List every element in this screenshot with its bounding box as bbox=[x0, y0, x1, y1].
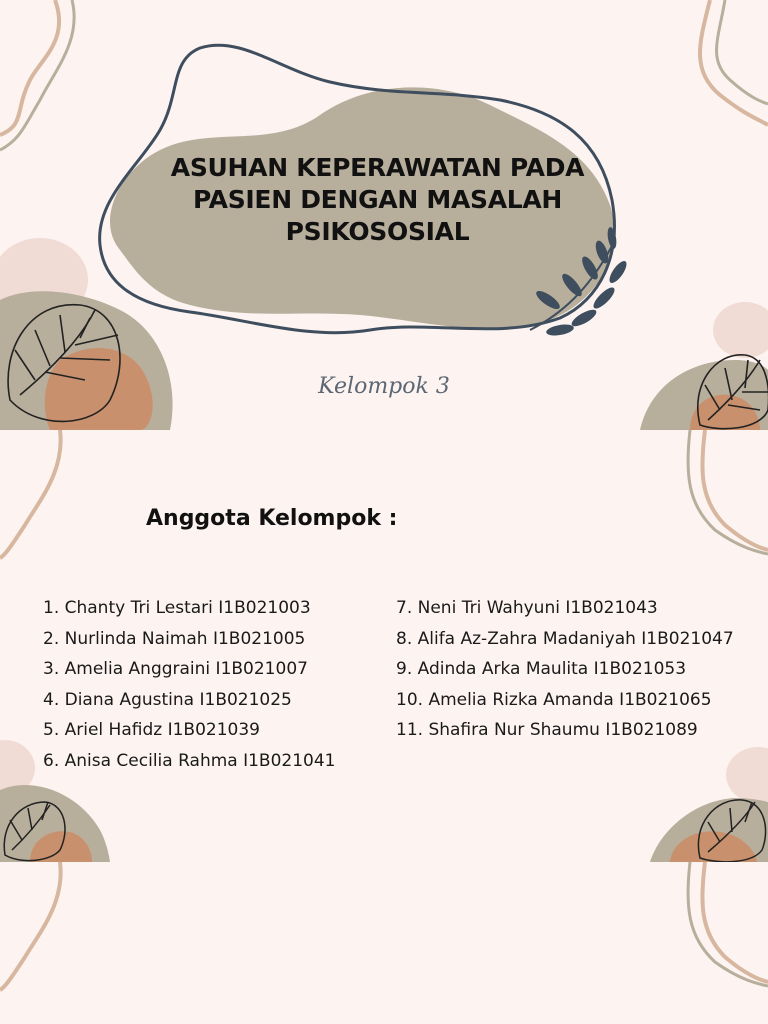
wavy-line-decoration bbox=[702, 430, 768, 550]
wavy-line-decoration bbox=[0, 0, 59, 135]
wavy-line-decoration bbox=[717, 0, 768, 104]
cover-title: ASUHAN KEPERAWATAN PADA PASIEN DENGAN MASALAH PSIKOSOSIAL bbox=[170, 153, 585, 246]
wavy-line-decoration bbox=[688, 862, 768, 986]
wavy-line-decoration bbox=[700, 0, 768, 125]
list-item: 4. Diana Agustina I1B021025 bbox=[43, 689, 292, 710]
peach-blob bbox=[713, 302, 768, 358]
list-item: 2. Nurlinda Naimah I1B021005 bbox=[43, 628, 306, 649]
list-item: 3. Amelia Anggraini I1B021007 bbox=[43, 659, 308, 679]
wavy-line-decoration bbox=[688, 430, 768, 554]
list-item: 6. Anisa Cecilia Rahma I1B021041 bbox=[43, 750, 336, 771]
members-list-left bbox=[43, 593, 336, 776]
cover-slide bbox=[0, 0, 768, 430]
next-slide-partial bbox=[0, 862, 768, 1024]
list-item: 8. Alifa Az-Zahra Madaniyah I1B021047 bbox=[396, 628, 734, 649]
list-item: 1. Chanty Tri Lestari I1B021003 bbox=[43, 598, 311, 618]
list-item: 5. Ariel Hafidz I1B021039 bbox=[43, 720, 260, 740]
members-slide bbox=[0, 430, 768, 862]
wavy-line-decoration bbox=[0, 430, 61, 558]
members-heading: Anggota Kelompok : bbox=[146, 506, 398, 531]
list-item: 9. Adinda Arka Maulita I1B021053 bbox=[396, 659, 687, 679]
list-item: 7. Neni Tri Wahyuni I1B021043 bbox=[396, 598, 658, 618]
cover-subtitle: Kelompok 3 bbox=[318, 374, 450, 399]
peach-blob bbox=[726, 747, 768, 803]
list-item: 10. Amelia Rizka Amanda I1B021065 bbox=[396, 689, 712, 710]
wavy-line-decoration bbox=[0, 862, 61, 990]
wavy-line-decoration bbox=[702, 862, 768, 982]
next-slide-decoration bbox=[0, 862, 768, 1024]
list-item: 11. Shafira Nur Shaumu I1B021089 bbox=[396, 720, 698, 740]
members-list-right bbox=[396, 593, 734, 746]
